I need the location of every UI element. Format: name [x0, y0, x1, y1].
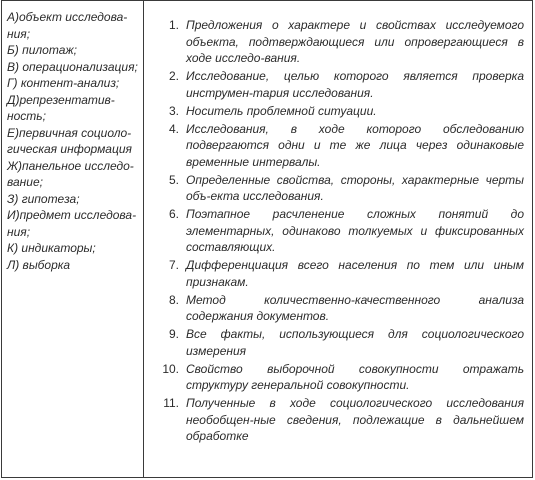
definition-text: Дифференциация всего населения по тем или иным признакам. — [186, 258, 524, 289]
definition-text: Все факты, использующиеся для социологического измерения — [186, 327, 524, 358]
definition-item — [160, 121, 524, 171]
definition-item — [160, 361, 524, 394]
definition-number: 2. — [168, 69, 179, 83]
definition-text: Поэтапное расчленение сложных понятий до элементарных, одинаково толкуемых и фиксированных составляющих. — [186, 207, 524, 254]
term-item: К) индикаторы; — [7, 241, 96, 255]
definition-item — [160, 395, 524, 445]
definition-number: 11. — [163, 396, 179, 410]
term-item: Д)репрезентатив-ность; — [7, 92, 115, 123]
definition-item — [160, 17, 524, 67]
definition-item — [160, 103, 524, 120]
definition-number: 10. — [162, 361, 179, 376]
definitions-list — [144, 1, 532, 445]
definition-text: Определенные свойства, стороны, характерные черты объ-екта исследования. — [186, 172, 524, 203]
term-item: В) операционализация; — [7, 59, 138, 74]
definition-number: 5. — [168, 172, 179, 187]
definition-text: Носитель проблемной ситуации. — [186, 103, 377, 118]
terms-cell — [2, 1, 144, 478]
definition-number: 7. — [168, 258, 179, 272]
definition-text: Полученные в ходе социологического исследования необобщен-ные сведения, подлежащие в дальнейшем обработке — [186, 396, 524, 443]
terms-list — [2, 1, 143, 273]
definition-text: Исследование, целью которого является проверка инструмен-тария исследования. — [186, 69, 524, 100]
definition-number: 3. — [168, 103, 179, 118]
definition-item — [160, 257, 524, 290]
definition-item — [160, 68, 524, 101]
table-row — [2, 1, 533, 478]
definition-text: Исследования, в ходе которого обследованию подвергаются одни и те же лица через одинаковые временные интервалы. — [186, 121, 524, 169]
term-item: Е)первичная социоло-гическая информация — [7, 125, 132, 156]
definition-text: Метод количественно-качественного анализа содержания документов. — [186, 292, 524, 323]
definition-number: 8. — [168, 292, 179, 307]
definition-item — [160, 172, 524, 205]
definition-text: Свойство выборочной совокупности отражать структуру генеральной совокупности. — [186, 361, 524, 392]
term-item: Б) пилотаж; — [7, 43, 77, 57]
definition-text: Предложения о характере и свойствах исследуемого объекта, подтверждающиеся или опровергающиеся в ходе исследо-вания. — [186, 18, 524, 65]
term-item: З) гипотеза; — [7, 191, 80, 206]
definition-number: 9. — [168, 327, 179, 341]
definition-number: 4. — [168, 121, 179, 136]
term-item: Л) выборка — [7, 257, 71, 272]
definition-item — [160, 326, 524, 359]
definition-number: 1. — [168, 18, 179, 32]
term-item: Г) контент-анализ; — [7, 76, 120, 90]
definition-item — [160, 206, 524, 256]
term-item: И)предмет исследова-ния; — [7, 208, 137, 239]
definition-item — [160, 292, 524, 325]
term-item: А)объект исследова-ния; — [7, 10, 128, 41]
term-item: Ж)панельное исследо-вание; — [7, 158, 134, 189]
definitions-cell — [144, 1, 533, 478]
matching-table — [1, 0, 533, 478]
definition-number: 6. — [168, 207, 179, 221]
